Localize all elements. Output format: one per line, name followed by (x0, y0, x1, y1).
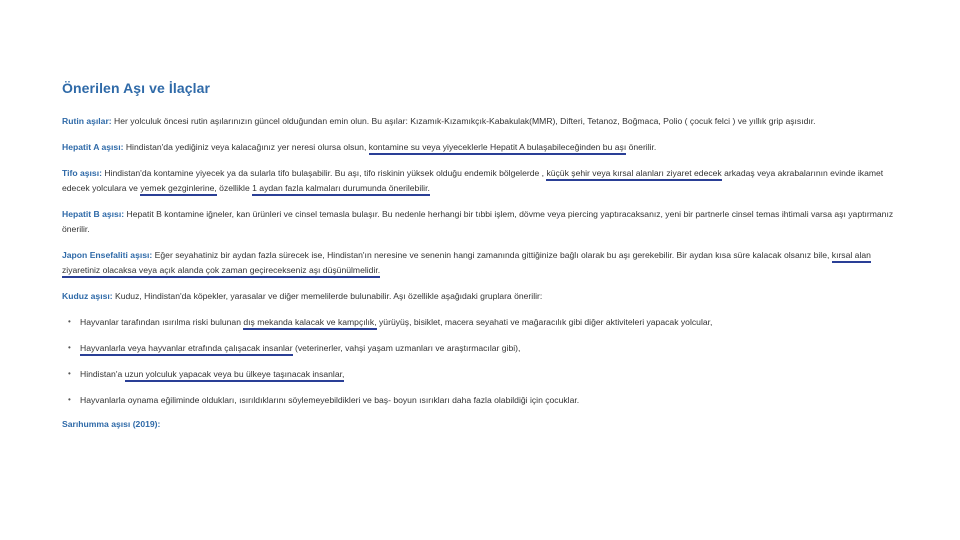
sarihumma-heading: Sarıhumma aşısı (2019): (62, 419, 161, 429)
list-item-text: Hindistan'a (80, 369, 125, 379)
list-item (62, 315, 902, 330)
tifo-underlined-3: 1 aydan fazla kalmaları durumunda önerilebilir. (252, 183, 430, 196)
hepatit-a-text: Hindistan'da yediğiniz veya kalacağınız yer neresi olursa olsun, (123, 142, 369, 152)
list-item-underlined: dış mekanda kalacak ve kampçılık, (243, 317, 376, 330)
japon-paragraph (62, 248, 902, 278)
hepatit-b-text: Hepatit B kontamine iğneler, kan ürünleri ve cinsel temasla bulaşır. Bu nedenle herhangi bir tıbbi işlem, dövme veya piercing yaptıracaksanız, yeni bir partnerle cinsel temas ihtimali varsa aşı yaptırmanız önerilir. (62, 209, 894, 234)
bullet-icon: • (68, 343, 71, 352)
list-item-underlined: Hayvanlarla veya hayvanlar etrafında çalışacak insanlar (80, 343, 293, 356)
rutin-paragraph (62, 114, 902, 129)
hepatit-b-paragraph (62, 207, 902, 237)
list-item-underlined: uzun yolculuk yapacak veya bu ülkeye taşınacak insanlar, (125, 369, 345, 382)
tifo-text-3: özellikle (216, 183, 253, 193)
hepatit-a-text-end: önerilir. (626, 142, 657, 152)
hepatit-a-paragraph (62, 140, 902, 155)
tifo-underlined-2: yemek gezginlerine, (140, 183, 216, 196)
japon-label: Japon Ensefaliti aşısı: (62, 250, 153, 260)
hepatit-a-underlined: kontamine su veya yiyeceklerle Hepatit A bulaşabileceğinden bu aşı (369, 142, 627, 155)
hepatit-a-label: Hepatit A aşısı: (62, 142, 124, 152)
tifo-label: Tifo aşısı: (62, 168, 102, 178)
document (62, 80, 902, 429)
list-item (62, 393, 902, 408)
tifo-paragraph (62, 166, 902, 196)
bullet-icon: • (68, 395, 71, 404)
japon-text: Eğer seyahatiniz bir aydan fazla sürecek ise, Hindistan'ın neresine ve senenin hangi zamanında gittiğinize bağlı olarak bu aşı gerekebilir. Bir aydan kısa süre kalacak olsanız bile, (152, 250, 832, 260)
kuduz-label: Kuduz aşısı: (62, 291, 113, 301)
bullet-icon: • (68, 369, 71, 378)
list-item-text: Hayvanlar tarafından ısırılma riski bulunan (80, 317, 244, 327)
list-item-text-end: yürüyüş, bisiklet, macera seyahati ve mağaracılık gibi diğer aktiviteleri yapacak yolcular, (376, 317, 713, 327)
list-item-text-end: (veterinerler, vahşi yaşam uzmanları ve araştırmacılar gibi), (292, 343, 521, 353)
hepatit-b-label: Hepatit B aşısı: (62, 209, 125, 219)
list-item-text: Hayvanlarla oynama eğiliminde oldukları, ısırıldıklarını söylemeyebildikleri ve baş- boyun ısırıkları daha fazla olabildiği için çocuklar. (80, 395, 580, 405)
page-title: Önerilen Aşı ve İlaçlar (62, 80, 211, 96)
rutin-label: Rutin aşılar: (62, 116, 112, 126)
japon-underlined: kırsal alan ziyaretiniz olacaksa veya açık alanda çok zaman geçirecekseniz aşı düşünülmelidir. (62, 250, 871, 278)
tifo-underlined-1: küçük şehir veya kırsal alanları ziyaret edecek (546, 168, 721, 181)
kuduz-list (62, 315, 902, 408)
tifo-text-2: arkadaş veya akrabalarının evinde ikamet edecek yolculara ve (62, 168, 884, 193)
list-item (62, 341, 902, 356)
list-item (62, 367, 902, 382)
rutin-text: Her yolculuk öncesi rutin aşılarınızın güncel olduğundan emin olun. Bu aşılar: Kızamık-Kızamıkçık-Kabakulak(MMR), Difteri, Tetanoz, Boğmaca, Polio ( çocuk felci ) ve yıllık grip aşısıdır. (111, 116, 816, 126)
kuduz-text: Kuduz, Hindistan'da köpekler, yarasalar ve diğer memelilerde bulunabilir. Aşı özellikle aşağıdaki gruplara önerilir: (112, 291, 543, 301)
tifo-text: Hindistan'da kontamine yiyecek ya da sularla tifo bulaşabilir. Bu aşı, tifo riskinin yüksek olduğu endemik bölgelerde , (101, 168, 547, 178)
bullet-icon: • (68, 317, 71, 326)
kuduz-paragraph (62, 289, 902, 304)
